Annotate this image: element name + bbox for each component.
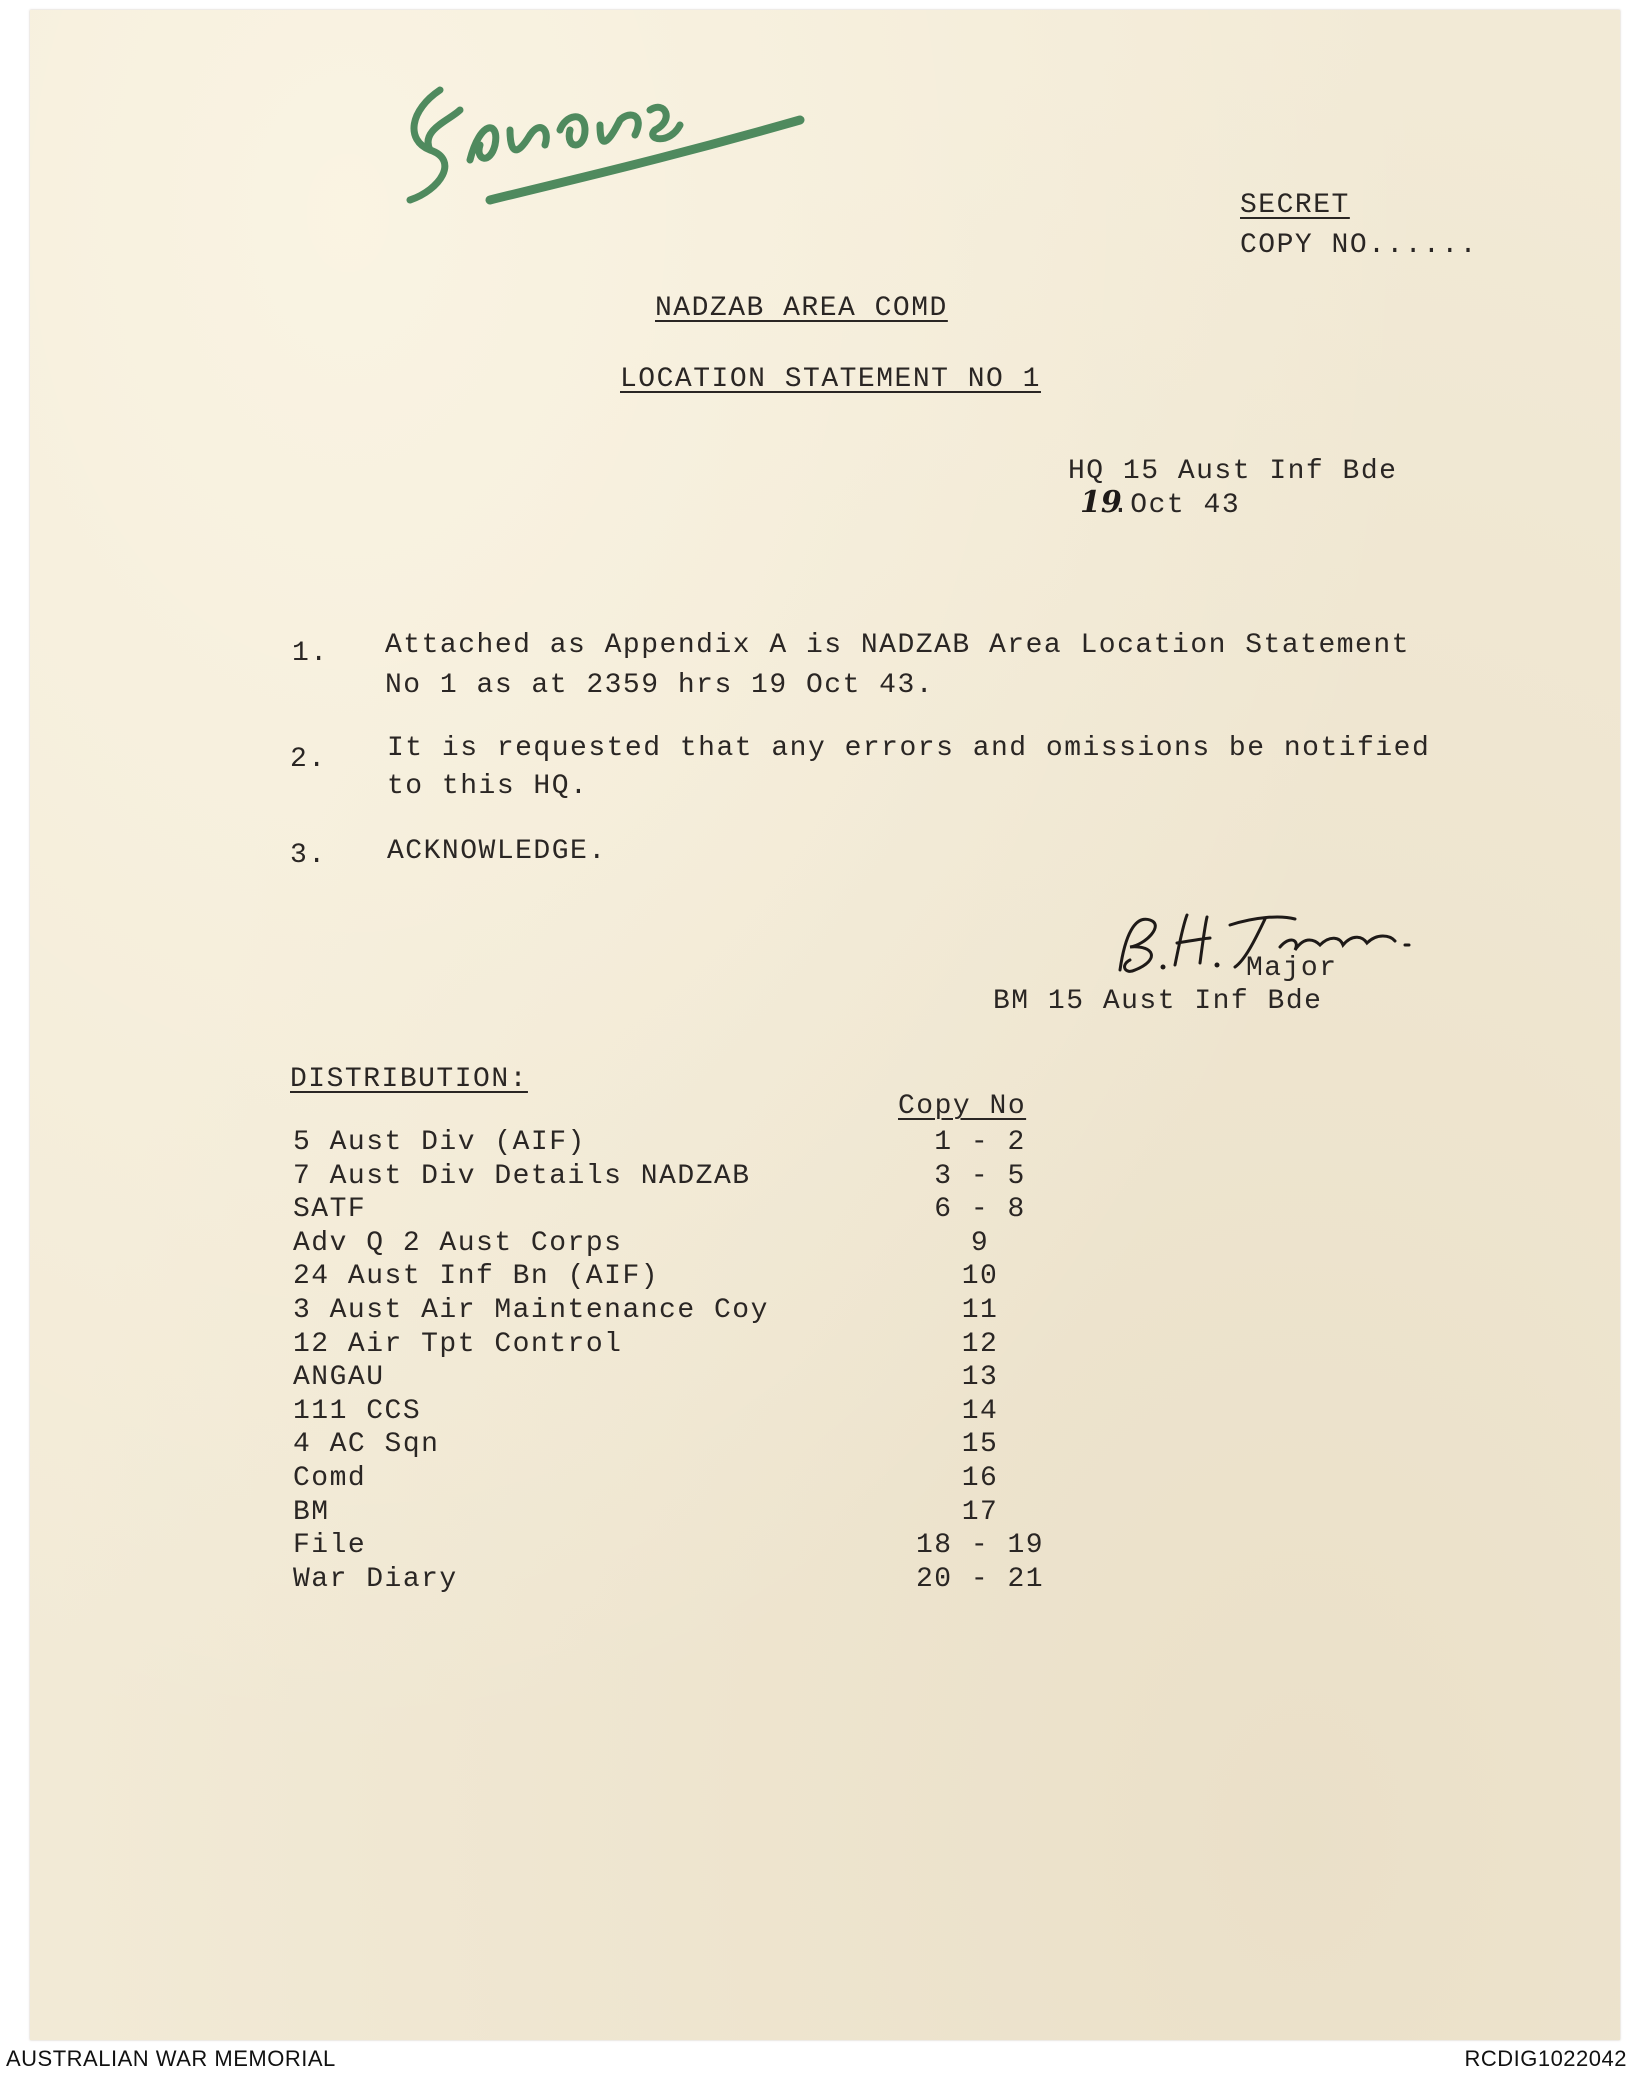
- paragraph-line: It is requested that any errors and omissions be notified: [387, 733, 1431, 764]
- distribution-copy-number: 6 - 8: [934, 1194, 1026, 1225]
- distribution-recipient: 3 Aust Air Maintenance Coy: [293, 1295, 769, 1326]
- paragraph-number: 2.: [290, 744, 327, 775]
- footer-reference: RCDIG1022042: [1464, 2046, 1627, 2071]
- paragraph-number: 3.: [290, 840, 327, 871]
- green-handwritten-annotation: [400, 50, 820, 220]
- footer-credit: AUSTRALIAN WAR MEMORIAL: [6, 2046, 336, 2071]
- signatory-rank: Major: [1246, 953, 1338, 984]
- copy-no-header: Copy No: [898, 1091, 1027, 1122]
- paragraph-number: 1.: [292, 638, 329, 669]
- title-line-2: LOCATION STATEMENT NO 1: [620, 364, 1041, 395]
- distribution-copy-number: 14: [961, 1396, 999, 1427]
- distribution-recipient: 24 Aust Inf Bn (AIF): [293, 1261, 660, 1292]
- distribution-copy-number: 10: [961, 1261, 999, 1292]
- distribution-copy-number: 13: [961, 1362, 999, 1393]
- distribution-copy-number: 16: [961, 1463, 999, 1494]
- distribution-recipient: War Diary: [293, 1564, 458, 1595]
- distribution-copy-number: 1 - 2: [934, 1127, 1026, 1158]
- paragraph-line: Attached as Appendix A is NADZAB Area Location Statement: [385, 630, 1410, 661]
- paragraph-line: No 1 as at 2359 hrs 19 Oct 43.: [385, 670, 935, 701]
- distribution-recipient: 5 Aust Div (AIF): [293, 1127, 586, 1158]
- title-line-1: NADZAB AREA COMD: [655, 293, 948, 324]
- distribution-copy-number: 12: [961, 1329, 999, 1360]
- origin-date: .Oct 43: [1112, 490, 1241, 521]
- distribution-copy-number: 17: [961, 1497, 999, 1528]
- paragraph-line: to this HQ.: [387, 771, 589, 802]
- distribution-recipient: File: [293, 1530, 367, 1561]
- distribution-copy-number: 15: [961, 1429, 999, 1460]
- distribution-copy-number: 3 - 5: [934, 1161, 1026, 1192]
- distribution-copy-number: 18 - 19: [915, 1530, 1045, 1561]
- origin-unit: HQ 15 Aust Inf Bde: [1068, 456, 1398, 487]
- distribution-heading: DISTRIBUTION:: [290, 1064, 528, 1095]
- distribution-recipient: 111 CCS: [293, 1396, 422, 1427]
- distribution-recipient: ANGAU: [293, 1362, 385, 1393]
- distribution-copy-number: 20 - 21: [915, 1564, 1045, 1595]
- copy-number-label: COPY NO......: [1240, 230, 1478, 261]
- distribution-recipient: 7 Aust Div Details NADZAB: [293, 1161, 751, 1192]
- distribution-copy-number: 9: [970, 1228, 990, 1259]
- distribution-recipient: 12 Air Tpt Control: [293, 1329, 623, 1360]
- distribution-recipient: Adv Q 2 Aust Corps: [293, 1228, 623, 1259]
- paragraph-line: ACKNOWLEDGE.: [387, 836, 607, 867]
- distribution-copy-number: 11: [961, 1295, 999, 1326]
- distribution-recipient: BM: [293, 1497, 330, 1528]
- classification-label: SECRET: [1240, 190, 1350, 221]
- distribution-recipient: Comd: [293, 1463, 367, 1494]
- distribution-recipient: SATF: [293, 1194, 367, 1225]
- handwritten-date-day: 19: [1080, 485, 1122, 520]
- signatory-appointment: BM 15 Aust Inf Bde: [993, 986, 1323, 1017]
- distribution-recipient: 4 AC Sqn: [293, 1429, 440, 1460]
